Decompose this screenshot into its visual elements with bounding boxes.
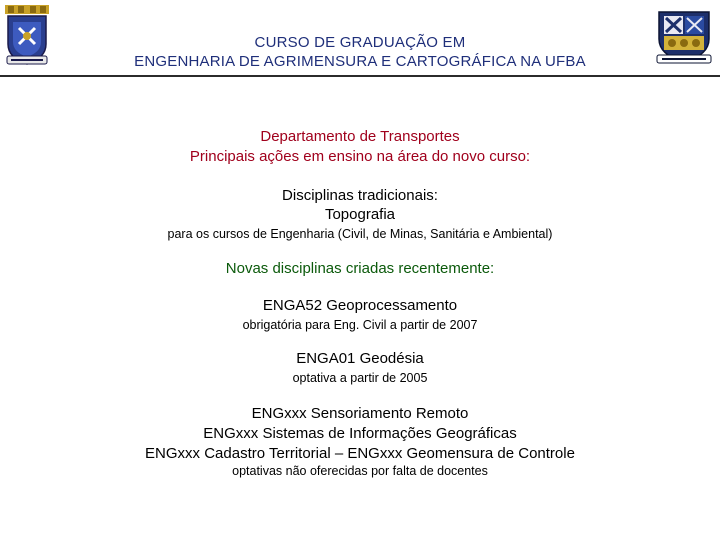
traditional-item: Topografia: [324, 206, 396, 223]
planned-note: optativas não oferecidas por falta de docentes: [232, 464, 488, 478]
slide-subtitle: Principais ações em ensino na área do novo curso:: [189, 148, 531, 165]
course-name: ENGA52 Geoprocessamento: [262, 297, 458, 314]
course-name: ENGA01 Geodésia: [296, 350, 424, 367]
header-divider: [0, 75, 720, 77]
planned-course: ENGxxx Cadastro Territorial – ENGxxx Geomensura de Controle: [145, 445, 575, 462]
traditional-heading: Disciplinas tradicionais:: [282, 187, 438, 204]
department-name: Departamento de Transportes: [260, 128, 460, 145]
planned-course: ENGxxx Sistemas de Informações Geográficas: [203, 425, 517, 442]
escola-politecnica-crest-icon: [655, 9, 713, 65]
course-note: obrigatória para Eng. Civil a partir de 2007: [242, 318, 478, 332]
slide-header: [0, 0, 720, 78]
course-title-line1: CURSO DE GRADUAÇÃO EM: [254, 34, 466, 51]
planned-course: ENGxxx Sensoriamento Remoto: [251, 405, 469, 422]
course-title-line2: ENGENHARIA DE AGRIMENSURA E CARTOGRÁFICA NA UFBA: [134, 53, 586, 70]
course-note: optativa a partir de 2005: [292, 371, 428, 385]
new-courses-heading: Novas disciplinas criadas recentemente:: [225, 260, 495, 277]
traditional-note: para os cursos de Engenharia (Civil, de Minas, Sanitária e Ambiental): [167, 227, 553, 241]
